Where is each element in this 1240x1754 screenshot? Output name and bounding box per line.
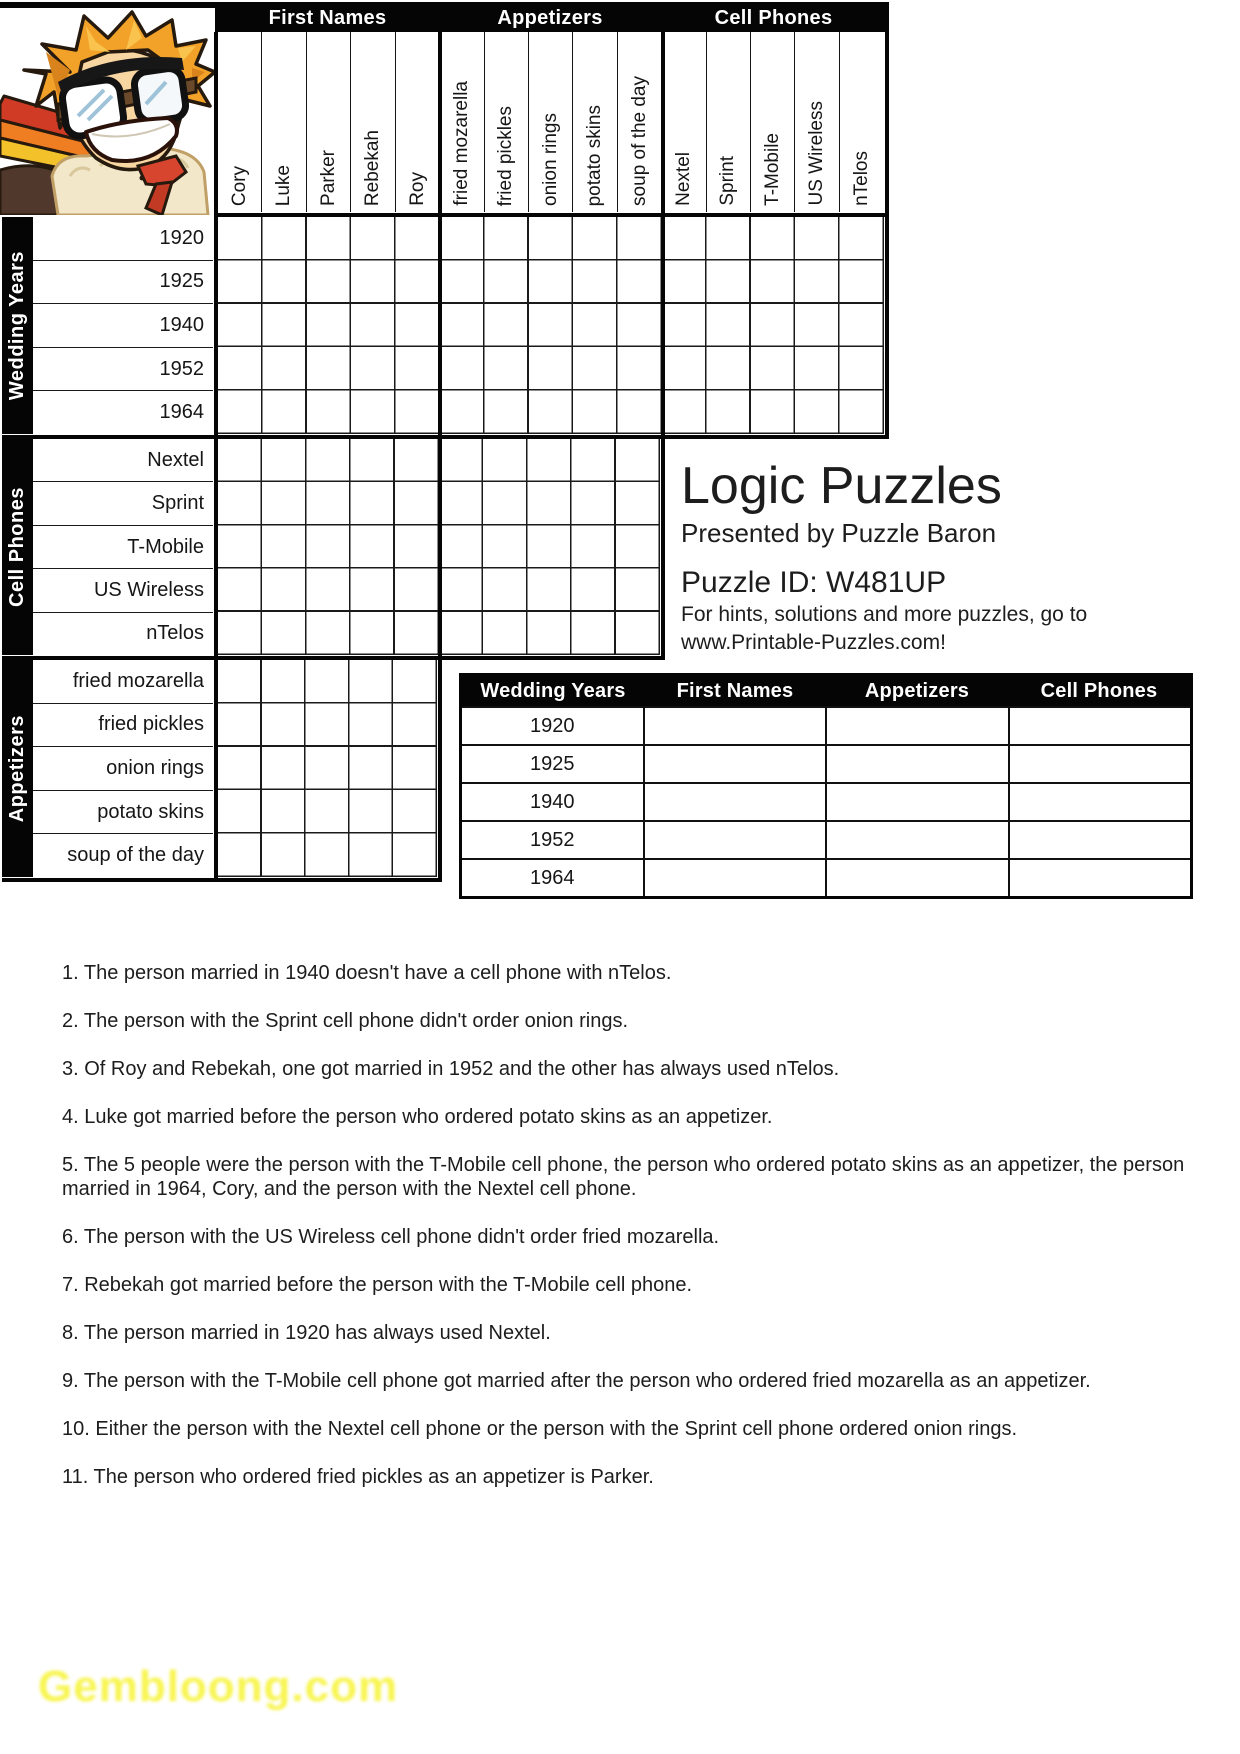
column-label: Luke [262, 32, 306, 212]
column-label: fried mozarella [440, 32, 484, 212]
column-label-strip [218, 32, 885, 212]
row-label: potato skins [33, 791, 213, 835]
row-label: 1940 [33, 304, 213, 348]
clue-9: 9. The person with the T-Mobile cell phone got married after the person who ordered fried mozarella as an appetizer. [62, 1370, 1091, 1392]
column-label: nTelos [851, 151, 873, 206]
row-label: fried mozarella [33, 660, 213, 704]
answer-blank-cell[interactable] [1010, 860, 1191, 896]
puzzle-id: Puzzle ID: W481UP [681, 566, 947, 599]
clue-2: 2. The person with the Sprint cell phone didn't order onion rings. [62, 1010, 629, 1032]
row-label: 1920 [33, 217, 213, 261]
column-label: Cory [218, 32, 262, 212]
grid-rule [2, 656, 665, 661]
grid-rule [885, 2, 890, 439]
row-label: onion rings [33, 747, 213, 791]
row-label: Nextel [33, 439, 213, 482]
answer-row [462, 706, 1190, 744]
answer-header-appetizers: Appetizers [864, 679, 970, 702]
answer-header-wedding-years: Wedding Years [480, 679, 626, 702]
clue-6: 6. The person with the US Wireless cell phone didn't order fried mozarella. [62, 1226, 720, 1248]
column-label: Nextel [662, 32, 706, 212]
row-label: nTelos [146, 622, 204, 645]
row-label: fried pickles [33, 704, 213, 748]
row-label: soup of the day [67, 844, 204, 867]
row-label: 1952 [33, 348, 213, 392]
answer-header-cell-phones: Cell Phones [1040, 679, 1158, 702]
row-label: US Wireless [33, 569, 213, 612]
column-group-appetizers: Appetizers [497, 7, 603, 29]
answer-blank-cell[interactable] [1010, 746, 1191, 782]
column-label: Rebekah [351, 32, 395, 212]
answer-blank-cell[interactable] [1010, 784, 1191, 820]
answer-row [462, 820, 1190, 858]
answer-row [462, 744, 1190, 782]
mascot-illustration [0, 8, 215, 215]
answer-blank-cell[interactable] [645, 784, 828, 820]
clue-7: 7. Rebekah got married before the person with the T-Mobile cell phone. [62, 1274, 692, 1296]
clue-1: 1. The person married in 1940 doesn't have a cell phone with nTelos. [62, 962, 672, 984]
column-label: US Wireless [795, 32, 839, 212]
answer-table-header [462, 676, 1190, 706]
grid-rule [661, 32, 666, 658]
watermark: Gembloong.com [38, 1662, 399, 1711]
clue-11: 11. The person who ordered fried pickles as an appetizer is Parker. [62, 1466, 654, 1488]
answer-row [462, 858, 1190, 896]
row-label: T-Mobile [33, 526, 213, 569]
grid-rule [2, 878, 442, 883]
row-group-cell-phones: Cell Phones [2, 439, 33, 655]
row-labels-cell-phones [33, 439, 213, 655]
answer-year-cell: 1920 [462, 708, 645, 744]
answer-blank-cell[interactable] [645, 708, 828, 744]
hint-text-line1: For hints, solutions and more puzzles, go to [681, 603, 1088, 626]
answer-blank-cell[interactable] [827, 784, 1010, 820]
column-group-cell-phones: Cell Phones [714, 7, 833, 29]
page-title: Logic Puzzles [681, 457, 1002, 515]
clue-8: 8. The person married in 1920 has always used Nextel. [62, 1322, 551, 1344]
clue-3: 3. Of Roy and Rebekah, one got married in 1952 and the other has always used nTelos. [62, 1058, 840, 1080]
answer-blank-cell[interactable] [645, 822, 828, 858]
grid-rule [214, 213, 889, 218]
aviator-mascot-icon [0, 8, 215, 215]
answer-row [462, 782, 1190, 820]
answer-blank-cell[interactable] [827, 708, 1010, 744]
grid-rule [214, 32, 219, 880]
grid-band-appetizers[interactable] [218, 660, 437, 877]
answer-header-first-names: First Names [676, 679, 794, 702]
answer-blank-cell[interactable] [827, 746, 1010, 782]
answer-blank-cell[interactable] [827, 822, 1010, 858]
column-label: Roy [406, 172, 428, 206]
row-label: 1964 [159, 401, 204, 424]
answer-table [459, 673, 1193, 899]
column-label: T-Mobile [751, 32, 795, 212]
answer-blank-cell[interactable] [645, 860, 828, 896]
clue-5: 5. The 5 people were the person with the T-Mobile cell phone, the person who ordered potato skins as an appetizer, the person married in 1964, Cory, and the person with the Nextel cell phone. [62, 1154, 1185, 1200]
column-label: soup of the day [629, 76, 650, 206]
row-group-appetizers: Appetizers [2, 660, 33, 877]
grid-rule [438, 32, 443, 880]
page-subtitle: Presented by Puzzle Baron [681, 518, 997, 548]
answer-blank-cell[interactable] [1010, 822, 1191, 858]
hint-url: www.Printable-Puzzles.com! [681, 631, 946, 654]
grid-rule [2, 435, 889, 440]
clue-4: 4. Luke got married before the person who ordered potato skins as an appetizer. [62, 1106, 773, 1128]
column-label: fried pickles [485, 32, 529, 212]
grid-band-wedding-years[interactable] [218, 217, 884, 434]
answer-year-cell: 1940 [462, 784, 645, 820]
row-labels-appetizers [33, 660, 213, 877]
row-group-wedding-years: Wedding Years [2, 217, 33, 434]
column-label: Sprint [707, 32, 751, 212]
clue-list [62, 961, 1232, 1513]
answer-year-cell: 1964 [462, 860, 645, 896]
answer-year-cell: 1952 [462, 822, 645, 858]
answer-blank-cell[interactable] [645, 746, 828, 782]
row-labels-wedding-years [33, 217, 213, 434]
column-group-first-names: First Names [268, 7, 387, 29]
answer-year-cell: 1925 [462, 746, 645, 782]
column-label: onion rings [529, 32, 573, 212]
answer-blank-cell[interactable] [1010, 708, 1191, 744]
answer-blank-cell[interactable] [827, 860, 1010, 896]
column-label: Parker [307, 32, 351, 212]
row-label: Sprint [33, 482, 213, 525]
clue-10: 10. Either the person with the Nextel cell phone or the person with the Sprint cell phone ordered onion rings. [62, 1418, 1018, 1440]
column-label: potato skins [573, 32, 617, 212]
row-label: 1925 [33, 261, 213, 305]
